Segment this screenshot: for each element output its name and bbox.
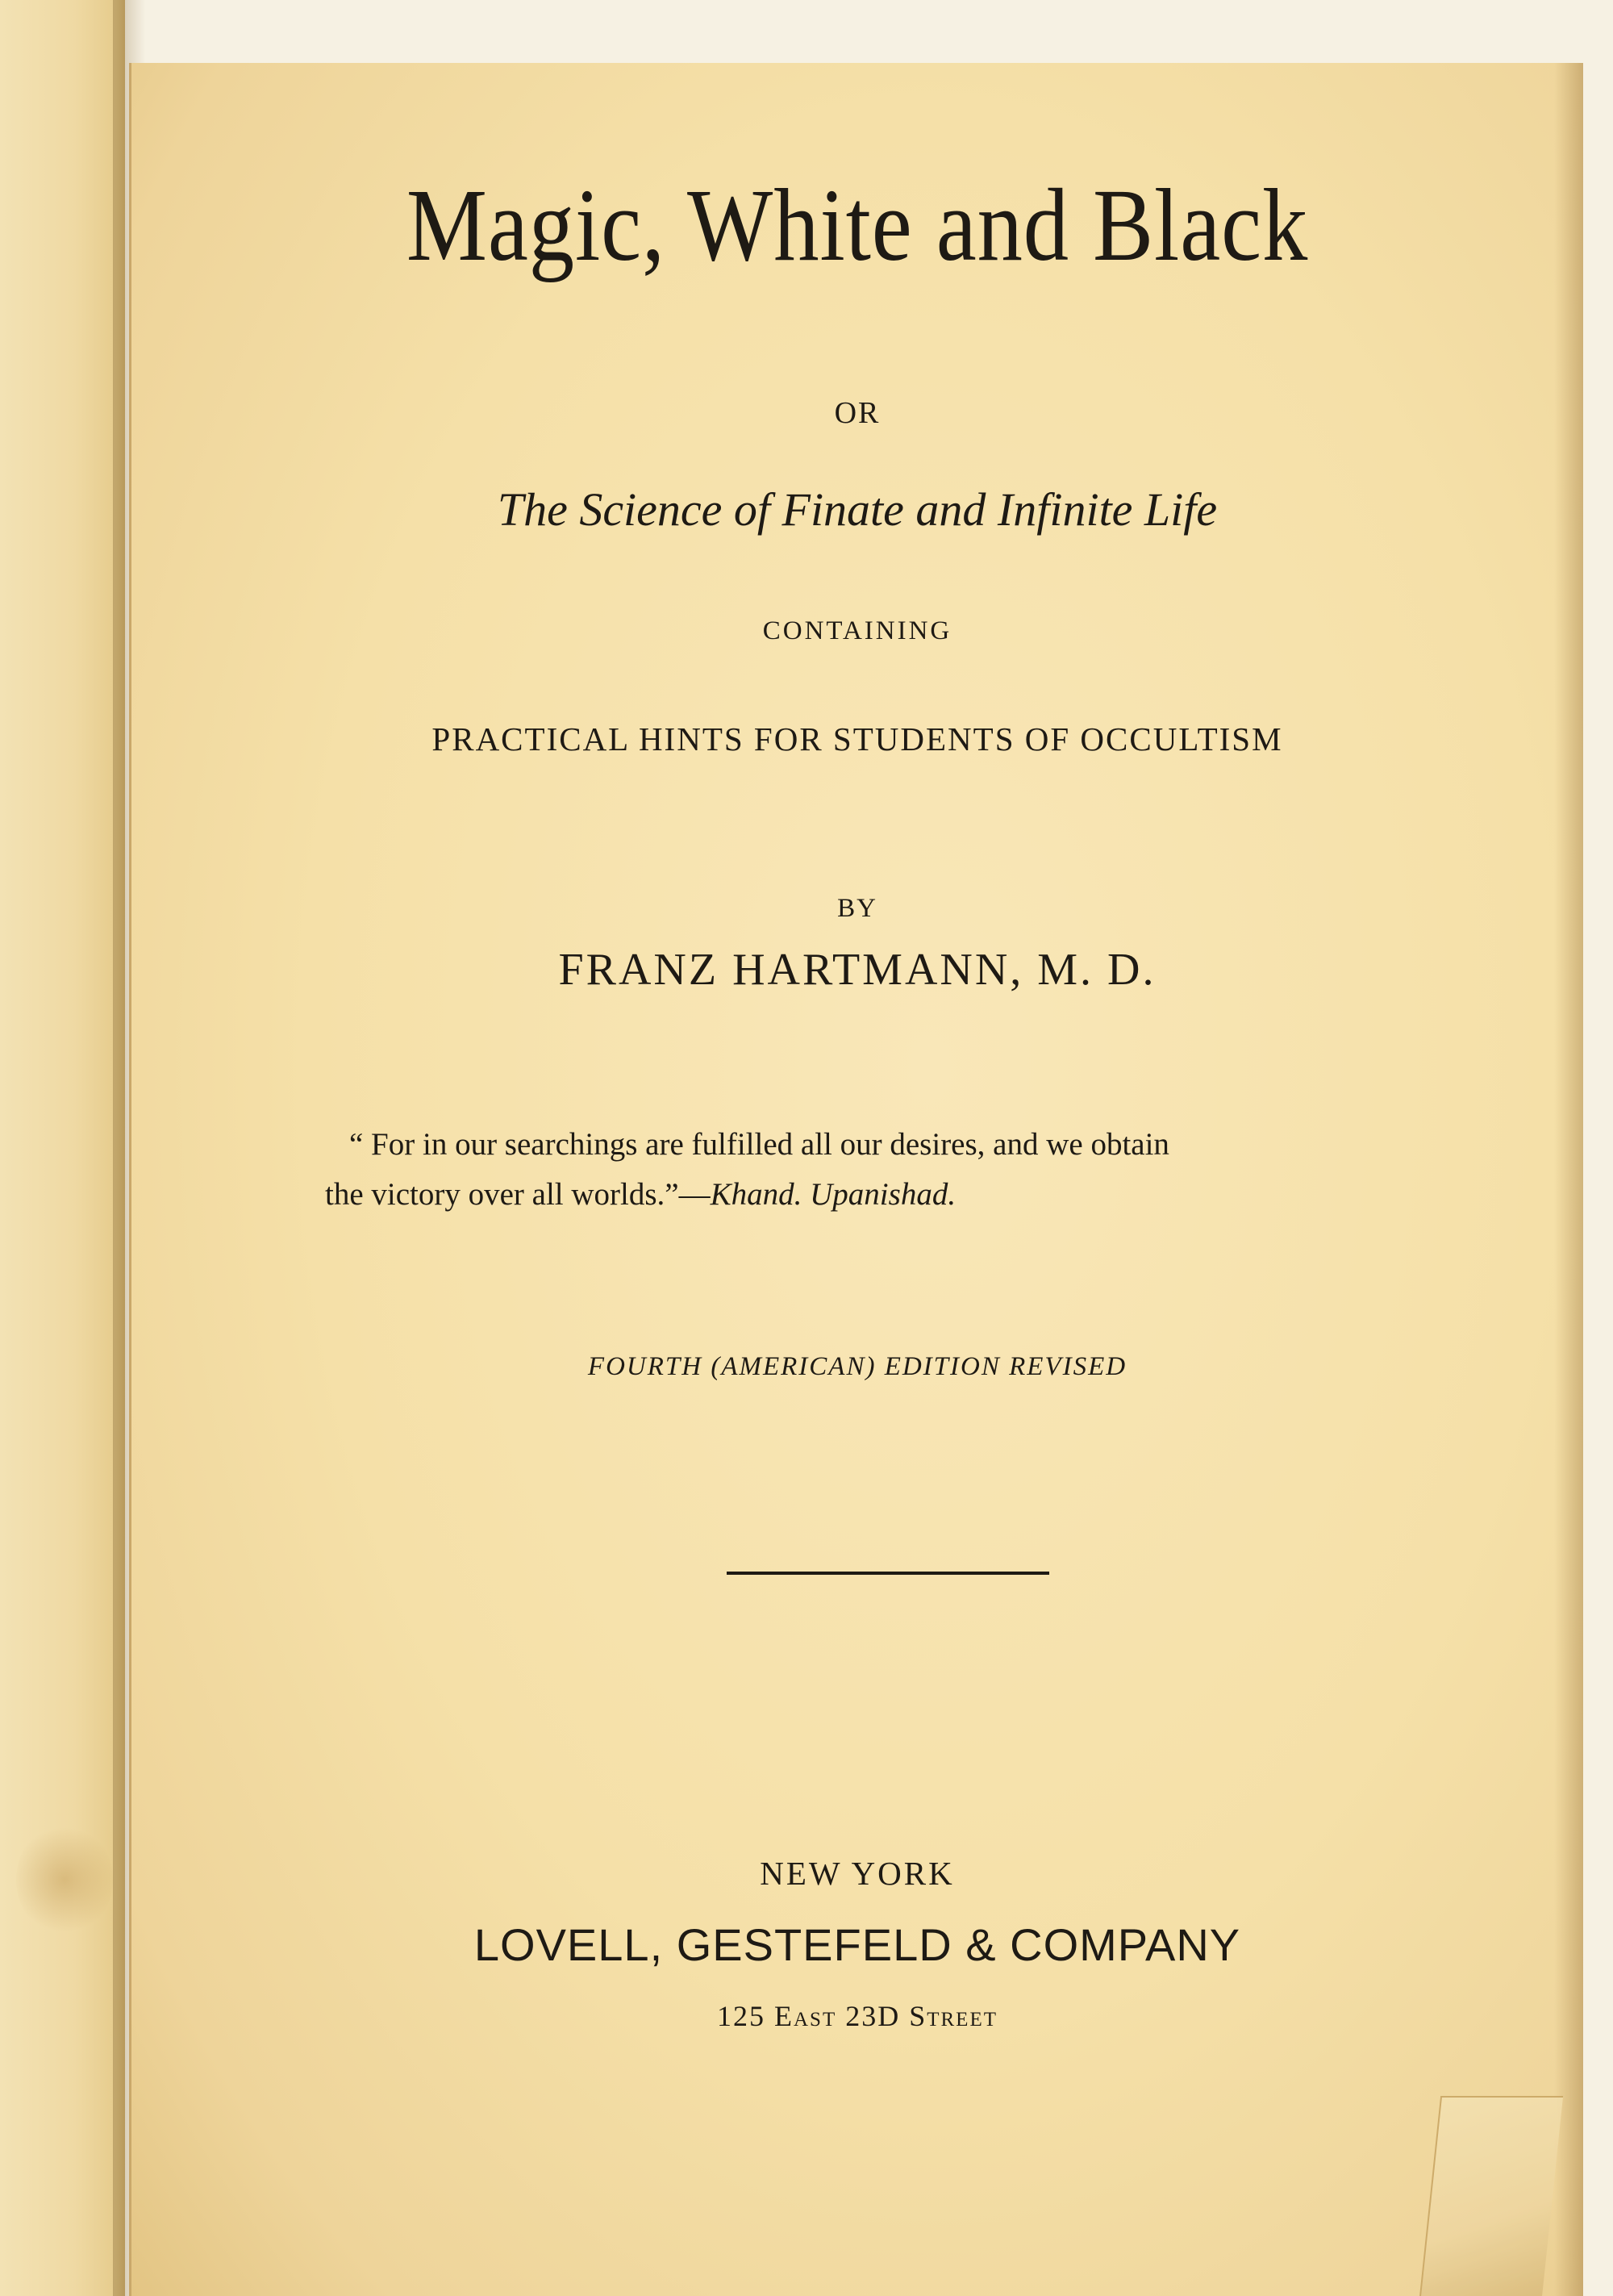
epigraph-line-2	[325, 1176, 1503, 1213]
book-description: PRACTICAL HINTS FOR STUDENTS OF OCCULTISM	[431, 720, 1283, 758]
divider-rule	[727, 1572, 1049, 1575]
edition-note: FOURTH (AMERICAN) EDITION REVISED	[587, 1352, 1127, 1381]
title-or: OR	[834, 396, 881, 430]
foxing-stain	[16, 1823, 113, 1936]
title-page	[129, 63, 1583, 2296]
publisher-city: NEW YORK	[760, 1855, 955, 1892]
book-title: Magic, White and Black	[406, 168, 1309, 282]
epigraph-text: the victory over all worlds.”—	[325, 1177, 711, 1212]
book-subtitle: The Science of Finate and Infinite Life	[497, 483, 1218, 536]
publisher-address: 125 East 23D Street	[717, 2000, 998, 2032]
epigraph-line-1: “ For in our searchings are fulfilled all our desires, and we obtain	[349, 1127, 1169, 1162]
by-label: BY	[837, 894, 877, 923]
epigraph-source: Khand. Upanishad.	[710, 1177, 957, 1212]
publisher-name: LOVELL, GESTEFELD & COMPANY	[473, 1919, 1241, 1970]
containing-label: CONTAINING	[762, 616, 952, 645]
torn-corner	[1419, 2096, 1563, 2296]
facing-page-edge	[0, 0, 125, 2296]
author-name: FRANZ HARTMANN, M. D.	[558, 945, 1157, 995]
